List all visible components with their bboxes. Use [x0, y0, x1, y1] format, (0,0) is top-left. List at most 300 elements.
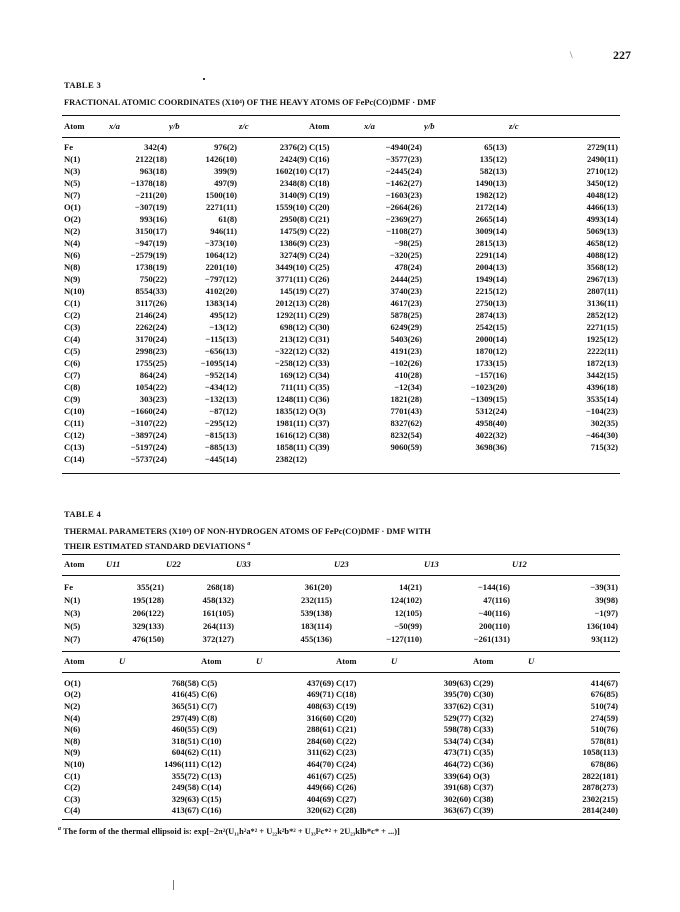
- atom-cell: C(38): [309, 430, 330, 440]
- atom-cell: C(38): [473, 793, 494, 804]
- value-cell: 408(63): [306, 700, 334, 711]
- table-row: [64, 417, 620, 429]
- atom-cell: C(25): [309, 262, 330, 272]
- value-cell: 297(49): [171, 712, 199, 723]
- value-cell: 329(63): [171, 793, 199, 804]
- value-cell: 195(128): [132, 594, 164, 605]
- value-cell: 391(68): [443, 782, 471, 793]
- value-cell: 582(13): [479, 166, 507, 176]
- value-cell: 460(55): [171, 724, 199, 735]
- value-cell: 309(63): [443, 677, 471, 688]
- value-cell: 124(102): [390, 594, 422, 605]
- value-cell: 342(4): [144, 142, 167, 152]
- value-cell: 1475(9): [279, 226, 307, 236]
- column-header: Atom: [64, 121, 85, 131]
- value-cell: −797(12): [204, 274, 237, 284]
- value-cell: 213(12): [279, 334, 307, 344]
- value-cell: 750(22): [139, 274, 167, 284]
- table-row: [64, 606, 620, 619]
- value-cell: 2750(13): [475, 298, 507, 308]
- table4-mid-rule: [62, 651, 620, 652]
- atom-cell: C(5): [201, 677, 218, 688]
- value-cell: −12(34): [394, 382, 422, 392]
- table-row: [64, 177, 620, 189]
- column-header: U22: [166, 559, 181, 569]
- atom-cell: C(28): [309, 298, 330, 308]
- atom-cell: N(10): [64, 286, 85, 296]
- value-cell: 395(70): [443, 689, 471, 700]
- atom-cell: C(1): [64, 770, 81, 781]
- atom-cell: C(30): [473, 689, 494, 700]
- column-header: U33: [236, 559, 251, 569]
- table4-caption-line2: THEIR ESTIMATED STANDARD DEVIATIONS: [64, 542, 246, 551]
- value-cell: 1858(11): [275, 442, 307, 452]
- atom-cell: C(9): [201, 724, 218, 735]
- value-cell: 598(78): [443, 724, 471, 735]
- table-row: [64, 793, 620, 805]
- atom-cell: C(23): [309, 238, 330, 248]
- table-row: [64, 165, 620, 177]
- value-cell: 4396(18): [586, 382, 618, 392]
- value-cell: −815(13): [204, 430, 237, 440]
- value-cell: 2878(273): [582, 782, 618, 793]
- value-cell: 302(35): [590, 418, 618, 428]
- value-cell: 355(21): [136, 581, 164, 592]
- atom-cell: O(2): [64, 214, 81, 224]
- value-cell: 1602(10): [275, 166, 307, 176]
- atom-cell: C(13): [64, 442, 85, 452]
- atom-cell: N(5): [64, 620, 81, 631]
- atom-cell: C(18): [309, 178, 330, 188]
- value-cell: [509, 453, 620, 465]
- value-cell: 2215(12): [475, 286, 507, 296]
- value-cell: 864(24): [139, 370, 167, 380]
- value-cell: 1426(10): [205, 154, 237, 164]
- value-cell: −2664(26): [385, 202, 422, 212]
- table4-caption-line1: THERMAL PARAMETERS (X10⁴) OF NON-HYDROGEN ATOMS OF FePc(CO)DMF · DMF WITH: [64, 527, 431, 536]
- table-row: [64, 429, 620, 441]
- table-row: [64, 381, 620, 393]
- value-cell: 268(18): [206, 581, 234, 592]
- value-cell: −157(16): [474, 370, 507, 380]
- value-cell: 47(116): [483, 594, 510, 605]
- atom-cell: C(6): [64, 358, 81, 368]
- table3-bottom-rule: [62, 473, 620, 474]
- atom-cell: C(27): [309, 286, 330, 296]
- value-cell: 14(21): [399, 581, 422, 592]
- value-cell: 337(62): [443, 700, 471, 711]
- value-cell: 1616(12): [275, 430, 307, 440]
- table-row: [64, 619, 620, 632]
- value-cell: 5878(25): [390, 310, 422, 320]
- value-cell: 7701(43): [390, 406, 422, 416]
- atom-cell: C(18): [336, 689, 357, 700]
- atom-cell: C(39): [473, 805, 494, 816]
- value-cell: 12(105): [394, 607, 422, 618]
- column-header: U23: [334, 559, 349, 569]
- column-header: U: [256, 656, 263, 666]
- atom-cell: C(16): [201, 805, 222, 816]
- value-cell: 510(76): [590, 724, 618, 735]
- value-cell: 249(58): [171, 782, 199, 793]
- atom-cell: C(8): [64, 382, 81, 392]
- value-cell: 4958(40): [475, 418, 507, 428]
- atom-cell: C(10): [201, 735, 222, 746]
- atom-cell: C(17): [309, 166, 330, 176]
- value-cell: −464(30): [585, 430, 618, 440]
- atom-cell: N(1): [64, 594, 81, 605]
- atom-cell: C(34): [473, 735, 494, 746]
- value-cell: 1054(22): [135, 382, 167, 392]
- value-cell: 288(61): [306, 724, 334, 735]
- value-cell: 363(67): [443, 805, 471, 816]
- table-row: [64, 441, 620, 453]
- atom-cell: C(22): [309, 226, 330, 236]
- atom-cell: O(2): [64, 689, 81, 700]
- atom-cell: C(23): [336, 747, 357, 758]
- atom-cell: N(5): [64, 178, 81, 188]
- footnote-mark: a: [58, 826, 61, 832]
- value-cell: 4088(12): [586, 250, 618, 260]
- atom-cell: C(26): [309, 274, 330, 284]
- stray-mark: \: [570, 50, 573, 60]
- value-cell: 4617(23): [390, 298, 422, 308]
- atom-cell: C(3): [64, 793, 81, 804]
- column-header: Atom: [309, 121, 330, 131]
- atom-cell: N(4): [64, 238, 81, 248]
- value-cell: 5312(24): [475, 406, 507, 416]
- table-row: [64, 141, 620, 153]
- column-header: U12: [512, 559, 527, 569]
- value-cell: 2201(10): [205, 262, 237, 272]
- footnote-text: The form of the thermal ellipsoid is: exp[−2π²(U₁₁h²a*² + U₂₂k²b*² + U₃₃l²c*² + 2U₂₃klb*c* + ...)]: [62, 827, 400, 836]
- value-cell: 169(12): [279, 370, 307, 380]
- value-cell: 8327(62): [390, 418, 422, 428]
- value-cell: 416(45): [171, 689, 199, 700]
- table4-bottom-rule: [62, 819, 620, 820]
- value-cell: 2004(13): [475, 262, 507, 272]
- value-cell: 2967(13): [586, 274, 618, 284]
- value-cell: 2146(24): [135, 310, 167, 320]
- value-cell: 339(64): [443, 770, 471, 781]
- atom-cell: C(24): [336, 758, 357, 769]
- atom-cell: C(7): [201, 700, 218, 711]
- table-row: [64, 723, 620, 735]
- atom-cell: O(3): [473, 770, 490, 781]
- value-cell: −211(20): [135, 190, 167, 200]
- table-row: [64, 237, 620, 249]
- atom-cell: N(6): [64, 250, 81, 260]
- value-cell: 161(105): [202, 607, 234, 618]
- atom-cell: C(10): [64, 406, 85, 416]
- atom-cell: N(10): [64, 758, 85, 769]
- atom-cell: C(39): [309, 442, 330, 452]
- value-cell: 698(12): [279, 322, 307, 332]
- value-cell: 2444(25): [390, 274, 422, 284]
- atom-cell: N(8): [64, 262, 81, 272]
- atom-cell: C(25): [336, 770, 357, 781]
- value-cell: 61(8): [218, 214, 237, 224]
- value-cell: −39(31): [590, 581, 618, 592]
- column-header: z/c: [509, 121, 519, 131]
- atom-cell: C(29): [309, 310, 330, 320]
- column-header: U: [119, 656, 126, 666]
- value-cell: 4993(14): [586, 214, 618, 224]
- atom-cell: C(29): [473, 677, 494, 688]
- value-cell: 1383(14): [205, 298, 237, 308]
- atom-cell: C(7): [64, 370, 81, 380]
- value-cell: 711(11): [280, 382, 307, 392]
- table4-aniso-header-rule: [62, 575, 620, 576]
- value-cell: 316(60): [306, 712, 334, 723]
- table3-header: [64, 121, 620, 131]
- value-cell: 497(9): [214, 178, 237, 188]
- atom-cell: N(2): [64, 226, 81, 236]
- value-cell: 2729(11): [586, 142, 618, 152]
- table4-top-rule: [62, 554, 620, 555]
- value-cell: [364, 453, 424, 465]
- value-cell: 200(110): [478, 620, 510, 631]
- table-row: [64, 261, 620, 273]
- atom-cell: N(3): [64, 166, 81, 176]
- value-cell: −434(12): [204, 382, 237, 392]
- value-cell: 365(51): [171, 700, 199, 711]
- page-number: 227: [613, 48, 631, 62]
- value-cell: 2222(11): [586, 346, 618, 356]
- value-cell: 1733(15): [475, 358, 507, 368]
- value-cell: 963(18): [139, 166, 167, 176]
- value-cell: 9060(59): [390, 442, 422, 452]
- value-cell: 1949(14): [475, 274, 507, 284]
- value-cell: 2291(14): [475, 250, 507, 260]
- table3-top-rule: [62, 115, 620, 116]
- atom-cell: N(1): [64, 154, 81, 164]
- value-cell: 3274(9): [279, 250, 307, 260]
- value-cell: 183(114): [300, 620, 332, 631]
- value-cell: −1023(20): [470, 382, 507, 392]
- value-cell: 2710(12): [586, 166, 618, 176]
- value-cell: 1248(11): [275, 394, 307, 404]
- table-row: [64, 689, 620, 701]
- value-cell: −261(131): [473, 633, 510, 644]
- value-cell: 946(11): [210, 226, 237, 236]
- value-cell: 2807(11): [586, 286, 618, 296]
- value-cell: 410(28): [394, 370, 422, 380]
- value-cell: 4658(12): [586, 238, 618, 248]
- value-cell: −885(13): [204, 442, 237, 452]
- value-cell: 2542(15): [475, 322, 507, 332]
- column-header: Atom: [336, 656, 357, 666]
- atom-cell: O(3): [309, 406, 326, 416]
- atom-cell: C(13): [201, 770, 222, 781]
- value-cell: 135(12): [479, 154, 507, 164]
- value-cell: 715(32): [590, 442, 618, 452]
- value-cell: 4022(32): [475, 430, 507, 440]
- value-cell: 3117(26): [135, 298, 167, 308]
- stray-dot: [203, 78, 205, 80]
- column-header: U: [528, 656, 535, 666]
- column-header: x/a: [364, 121, 375, 131]
- value-cell: 2000(14): [475, 334, 507, 344]
- atom-cell: C(31): [473, 700, 494, 711]
- table-row: [64, 225, 620, 237]
- value-cell: 355(72): [171, 770, 199, 781]
- table-row: [64, 700, 620, 712]
- table-row: [64, 201, 620, 213]
- value-cell: −102(26): [389, 358, 422, 368]
- value-cell: 1559(10): [275, 202, 307, 212]
- column-header: U: [391, 656, 398, 666]
- value-cell: 264(113): [202, 620, 234, 631]
- atom-cell: C(17): [336, 677, 357, 688]
- value-cell: 3450(12): [586, 178, 618, 188]
- table4-iso-body: [64, 677, 620, 816]
- value-cell: −322(12): [274, 346, 307, 356]
- atom-cell: C(20): [336, 712, 357, 723]
- value-cell: 2012(13): [275, 298, 307, 308]
- atom-cell: C(12): [201, 758, 222, 769]
- value-cell: 993(16): [139, 214, 167, 224]
- atom-cell: C(37): [473, 782, 494, 793]
- table3-body: [64, 141, 620, 465]
- atom-cell: C(30): [309, 322, 330, 332]
- value-cell: 604(62): [171, 747, 199, 758]
- value-cell: 65(13): [484, 142, 507, 152]
- value-cell: 3568(12): [586, 262, 618, 272]
- value-cell: 3771(11): [275, 274, 307, 284]
- value-cell: −104(23): [585, 406, 618, 416]
- value-cell: 476(150): [132, 633, 164, 644]
- value-cell: 3740(23): [390, 286, 422, 296]
- value-cell: −2369(27): [385, 214, 422, 224]
- value-cell: 284(60): [306, 735, 334, 746]
- value-cell: −1095(14): [200, 358, 237, 368]
- value-cell: 464(70): [306, 758, 334, 769]
- value-cell: 39(98): [595, 594, 618, 605]
- atom-cell: C(21): [336, 724, 357, 735]
- table-row: [64, 712, 620, 724]
- table-row: [64, 345, 620, 357]
- atom-cell: C(21): [309, 214, 330, 224]
- value-cell: 539(138): [300, 607, 332, 618]
- atom-cell: C(19): [309, 190, 330, 200]
- table4-label: TABLE 4: [64, 509, 102, 519]
- value-cell: −98(25): [394, 238, 422, 248]
- value-cell: [424, 453, 509, 465]
- value-cell: −13(12): [209, 322, 237, 332]
- value-cell: 3698(36): [475, 442, 507, 452]
- atom-cell: N(9): [64, 274, 81, 284]
- value-cell: −2579(19): [130, 250, 167, 260]
- table-row: [64, 677, 620, 689]
- atom-cell: C(31): [309, 334, 330, 344]
- value-cell: 3535(14): [586, 394, 618, 404]
- value-cell: −1378(18): [130, 178, 167, 188]
- atom-cell: C(33): [473, 724, 494, 735]
- atom-cell: N(8): [64, 735, 81, 746]
- value-cell: 1835(12): [275, 406, 307, 416]
- table-row: [64, 747, 620, 759]
- atom-cell: C(15): [309, 142, 330, 152]
- value-cell: 449(66): [306, 782, 334, 793]
- atom-cell: C(33): [309, 358, 330, 368]
- value-cell: 1872(13): [586, 358, 618, 368]
- atom-cell: C(36): [309, 394, 330, 404]
- value-cell: 1982(12): [475, 190, 507, 200]
- value-cell: 1386(9): [279, 238, 307, 248]
- value-cell: 1064(12): [205, 250, 237, 260]
- value-cell: 4466(13): [586, 202, 618, 212]
- table-row: [64, 453, 620, 465]
- atom-cell: C(12): [64, 430, 85, 440]
- column-header: y/b: [169, 121, 180, 131]
- atom-cell: O(1): [64, 677, 81, 688]
- atom-cell: C(19): [336, 700, 357, 711]
- table-row: [64, 593, 620, 606]
- table-row: [64, 249, 620, 261]
- value-cell: −127(110): [386, 633, 422, 644]
- value-cell: 2814(240): [582, 805, 618, 816]
- column-header: Atom: [201, 656, 222, 666]
- value-cell: 361(20): [304, 581, 332, 592]
- value-cell: 3442(15): [586, 370, 618, 380]
- column-header: U13: [424, 559, 439, 569]
- atom-cell: C(34): [309, 370, 330, 380]
- atom-cell: C(14): [201, 782, 222, 793]
- atom-cell: C(5): [64, 346, 81, 356]
- column-header: U11: [106, 559, 121, 569]
- table-row: [64, 153, 620, 165]
- atom-cell: C(2): [64, 310, 81, 320]
- value-cell: −87(12): [209, 406, 237, 416]
- atom-cell: C(16): [309, 154, 330, 164]
- value-cell: 3009(14): [475, 226, 507, 236]
- atom-cell: C(36): [473, 758, 494, 769]
- atom-cell: C(35): [473, 747, 494, 758]
- column-header: z/c: [239, 121, 249, 131]
- atom-cell: O(1): [64, 202, 81, 212]
- value-cell: 1292(11): [275, 310, 307, 320]
- atom-cell: Fe: [64, 142, 74, 152]
- value-cell: 2271(15): [586, 322, 618, 332]
- table4-iso-header-rule: [62, 672, 620, 673]
- table-row: [64, 309, 620, 321]
- table-row: [64, 213, 620, 225]
- table4-caption: [64, 526, 624, 553]
- value-cell: −115(13): [205, 334, 237, 344]
- value-cell: 455(136): [300, 633, 332, 644]
- value-cell: 274(59): [590, 712, 618, 723]
- atom-cell: C(11): [64, 418, 85, 428]
- value-cell: −947(19): [134, 238, 167, 248]
- value-cell: −3897(24): [130, 430, 167, 440]
- value-cell: 3449(10): [275, 262, 307, 272]
- value-cell: 5403(26): [390, 334, 422, 344]
- value-cell: 2262(24): [135, 322, 167, 332]
- table-row: [64, 805, 620, 817]
- value-cell: −307(19): [134, 202, 167, 212]
- column-header: y/b: [424, 121, 435, 131]
- atom-cell: C(1): [64, 298, 81, 308]
- value-cell: −258(12): [274, 358, 307, 368]
- value-cell: 318(51): [171, 735, 199, 746]
- table4-aniso-header: [64, 559, 620, 569]
- value-cell: 372(127): [202, 633, 234, 644]
- value-cell: 2424(9): [279, 154, 307, 164]
- value-cell: 6249(29): [390, 322, 422, 332]
- atom-cell: C(35): [309, 382, 330, 392]
- value-cell: −1108(27): [386, 226, 422, 236]
